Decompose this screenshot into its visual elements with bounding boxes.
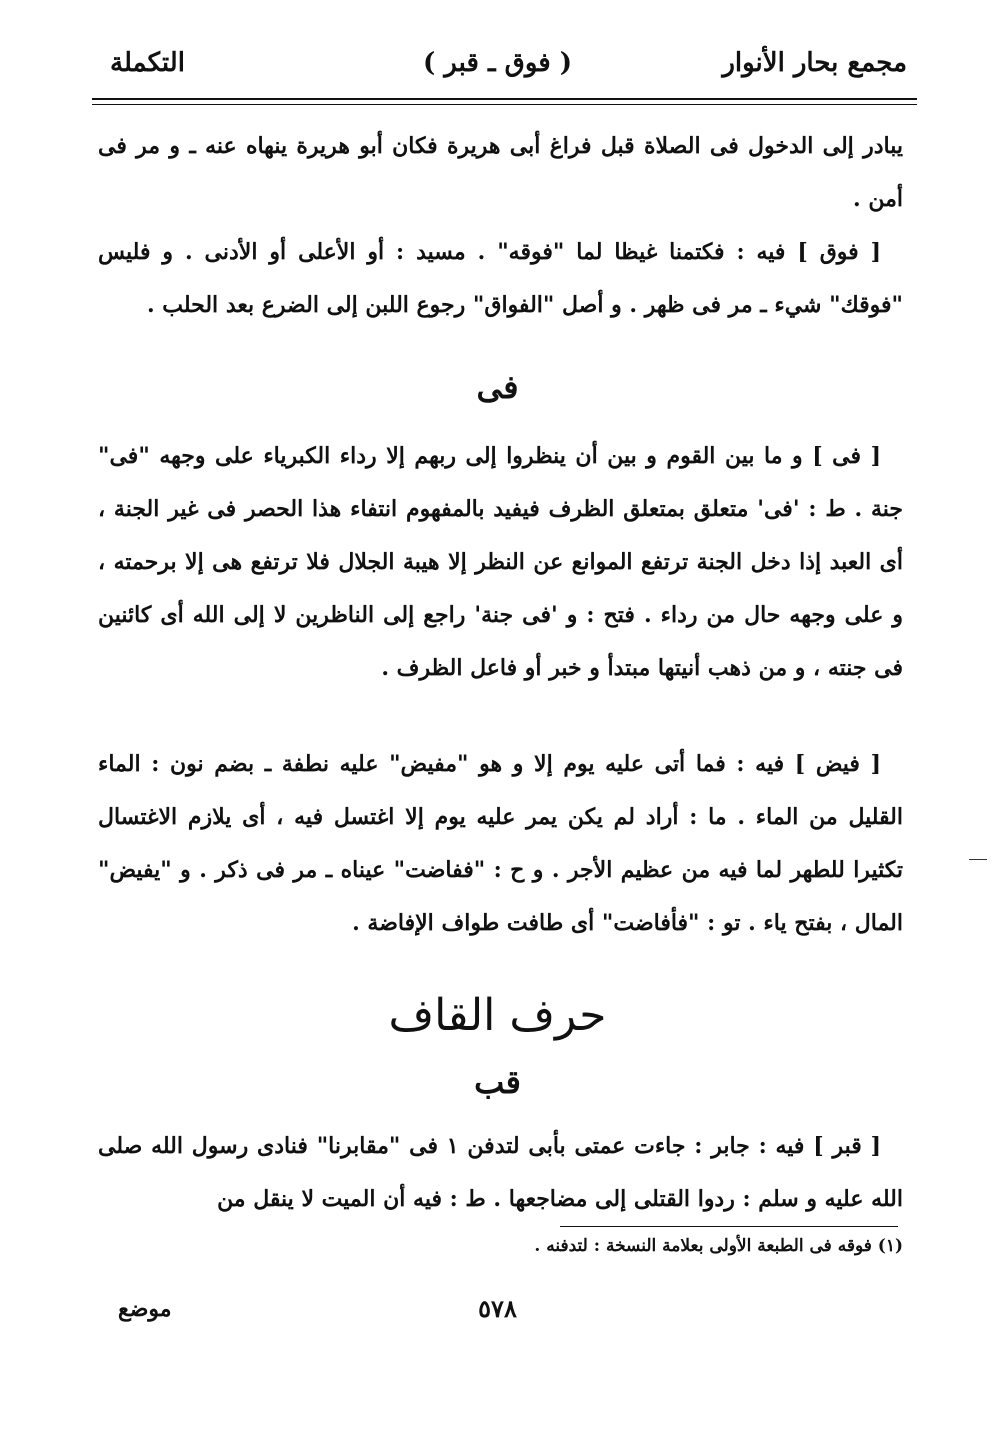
page-entry-range: ( فوق ـ قبر )	[422, 48, 573, 78]
entry-heading-fi: فى	[476, 368, 519, 406]
paragraph-continued: يبادر إلى الدخول فى الصلاة قبل فراغ أبى هريرة فكان أبو هريرة ينهاه عنه ـ و مر فى أمن .	[98, 133, 903, 212]
paragraph-fi	[98, 430, 903, 695]
paragraph-qabr-text: [ قبر ] فيه : جابر : جاءت عمتى بأبى لتدفن ١ فى "مقابرنا" فنادى رسول الله صلى الله عليه و سلم : ردوا القتلى إلى مضاجعها . ط : فيه أن الميت لا ينقل من	[98, 1133, 903, 1212]
paragraph-qabr	[98, 1120, 903, 1226]
catchword: موضع	[118, 1296, 172, 1322]
volume-label: التكملة	[110, 48, 185, 78]
running-title: مجمع بحار الأنوار	[722, 48, 907, 78]
header-rule-thin	[92, 104, 917, 105]
paragraph-fayd-text: [ فيض ] فيه : فما أتى عليه يوم إلا و هو "مفيض" عليه نطفة ـ بضم نون : الماء القليل من الماء . ما : أراد لم يكن يمر عليه يوم إلا اغتسل فيه ، أى يلازم الاغتسال تكثيرا للطهر لما فيه من عظيم الأجر . و ح : "ففاضت" عيناه ـ مر فى ذكر . و "يفيض" المال ، بفتح ياء . تو : "فأفاضت" أى طافت طواف الإفاضة .	[98, 751, 903, 936]
margin-scan-mark	[969, 859, 987, 860]
paragraph-fawq-text: [ فوق ] فيه : فكتمنا غيظا لما "فوقه" . مسيد : أو الأعلى أو الأدنى . و فليس "فوقك" شيء ـ مر فى ظهر . و أصل "الفواق" رجوع اللبن إلى الضرع بعد الحلب .	[98, 239, 903, 318]
page-number: ٥٧٨	[478, 1294, 517, 1323]
footnote-rule	[560, 1226, 898, 1227]
footnote: (١) فوقه فى الطبعة الأولى بعلامة النسخة : لتدفنه .	[534, 1236, 903, 1256]
entry-heading-qab: قب	[474, 1063, 521, 1101]
paragraph-fayd	[98, 738, 903, 950]
paragraph-fi-text: [ فى ] و ما بين القوم و بين أن ينظروا إلى ربهم إلا رداء الكبرياء على وجهه "فى" جنة . ط : 'فى' متعلق بمتعلق الظرف فيفيد بالمفهوم انتفاء هذا الحصر فى غير الجنة ، أى العبد إذا دخل الجنة ترتفع الموانع عن النظر إلا هيبة الجلال فلا ترتفع هى إلا برحمته ، و على وجهه حال من رداء . فتح : و 'فى جنة' راجع إلى الناظرين لا إلى الله أى كائنين فى جنته ، و من ذهب أنيتها مبتدأ و خبر أو فاعل الظرف .	[98, 443, 903, 681]
section-heading-qaf: حرف القاف	[388, 990, 607, 1041]
header-rule-thick	[92, 98, 917, 100]
paragraph-fawq	[98, 226, 903, 332]
